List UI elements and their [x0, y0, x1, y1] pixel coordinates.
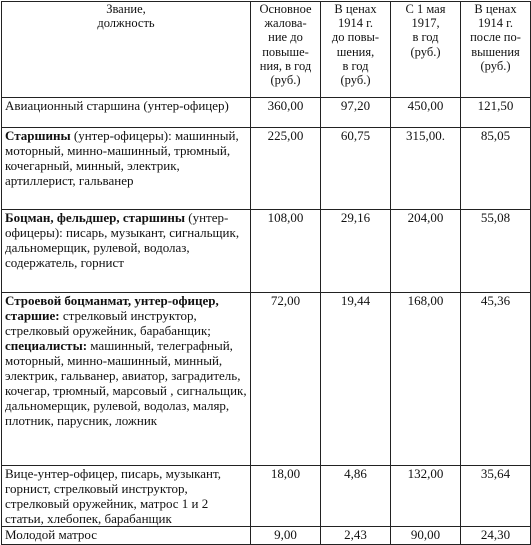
- header-may-1917: С 1 мая 1917, в год (руб.): [391, 2, 461, 98]
- may-1917-cell: 90,00: [391, 527, 461, 545]
- base-salary-cell: 225,00: [251, 128, 321, 210]
- rank-heading-text: Боцман, фельдшер, старшины: [5, 210, 185, 225]
- rank-text: Вице-унтер-офицер, писарь, музыкант, горнист, стрелковый инструктор, стрелковый оружейник, матрос 1 и 2 статьи, хлебопек, барабанщик: [5, 466, 221, 526]
- header-rank: Звание, должность: [2, 2, 251, 98]
- rank-cell: [2, 98, 251, 128]
- table-row: [2, 98, 531, 128]
- post-raise-1914-cell: 121,50: [461, 98, 531, 128]
- may-1917-cell: 204,00: [391, 210, 461, 293]
- post-raise-1914-cell: 85,05: [461, 128, 531, 210]
- rank-text: (унтер-офицеры): писарь, музыкант, сигнальщик, дальномерщик, рулевой, водолаз, содержатель, горнист: [5, 210, 240, 270]
- rank-heading-text: Строевой боцманмат, унтер-офицер, старшие:: [5, 293, 219, 323]
- table-header: [2, 2, 531, 98]
- rank-text: стрелковый инструктор, стрелковый оружейник, барабанщик;: [5, 308, 211, 338]
- post-raise-1914-cell: 55,08: [461, 210, 531, 293]
- pre-raise-1914-cell: 4,86: [321, 466, 391, 527]
- base-salary-cell: 360,00: [251, 98, 321, 128]
- pre-raise-1914-cell: 60,75: [321, 128, 391, 210]
- table-row: [2, 466, 531, 527]
- post-raise-1914-cell: 24,30: [461, 527, 531, 545]
- base-salary-cell: 18,00: [251, 466, 321, 527]
- table-body: [2, 98, 531, 545]
- pre-raise-1914-cell: 29,16: [321, 210, 391, 293]
- table-row: [2, 293, 531, 466]
- may-1917-cell: 168,00: [391, 293, 461, 466]
- base-salary-cell: 108,00: [251, 210, 321, 293]
- pre-raise-1914-cell: 19,44: [321, 293, 391, 466]
- post-raise-1914-cell: 35,64: [461, 466, 531, 527]
- may-1917-cell: 132,00: [391, 466, 461, 527]
- rank-cell: [2, 128, 251, 210]
- rank-heading-text: специалисты:: [5, 338, 88, 353]
- rank-cell: [2, 210, 251, 293]
- table-row: [2, 210, 531, 293]
- header-1914-prices-after: В ценах 1914 г. после по- вышения (руб.): [461, 2, 531, 98]
- rank-text: (унтер-офицеры): машинный, моторный, минно-машинный, трюмный, кочегарный, минный, электрик, артиллерист, гальванер: [5, 128, 239, 188]
- base-salary-cell: 72,00: [251, 293, 321, 466]
- rank-cell: [2, 293, 251, 466]
- header-1914-prices-before: В ценах 1914 г. до повы- шения, в год (руб.): [321, 2, 391, 98]
- rank-cell: [2, 466, 251, 527]
- pay-table: [1, 1, 531, 545]
- pre-raise-1914-cell: 97,20: [321, 98, 391, 128]
- pre-raise-1914-cell: 2,43: [321, 527, 391, 545]
- may-1917-cell: 450,00: [391, 98, 461, 128]
- rank-text: Молодой матрос: [5, 527, 98, 542]
- may-1917-cell: 315,00.: [391, 128, 461, 210]
- header-base-salary: Основное жалова- ние до повыше- ния, в год (руб.): [251, 2, 321, 98]
- rank-heading-text: Старшины: [5, 128, 71, 143]
- rank-text: Авиационный старшина (унтер-офицер): [5, 98, 229, 113]
- post-raise-1914-cell: 45,36: [461, 293, 531, 466]
- table-row: [2, 128, 531, 210]
- base-salary-cell: 9,00: [251, 527, 321, 545]
- rank-text: машинный, телеграфный, моторный, минно-машинный, минный, электрик, гальванер, авиатор, заградитель, кочегар, трюмный, марсовый , сигнальщик, дальномерщик, рулевой, водолаз, маляр, плотник, парусник, ложник: [5, 338, 247, 428]
